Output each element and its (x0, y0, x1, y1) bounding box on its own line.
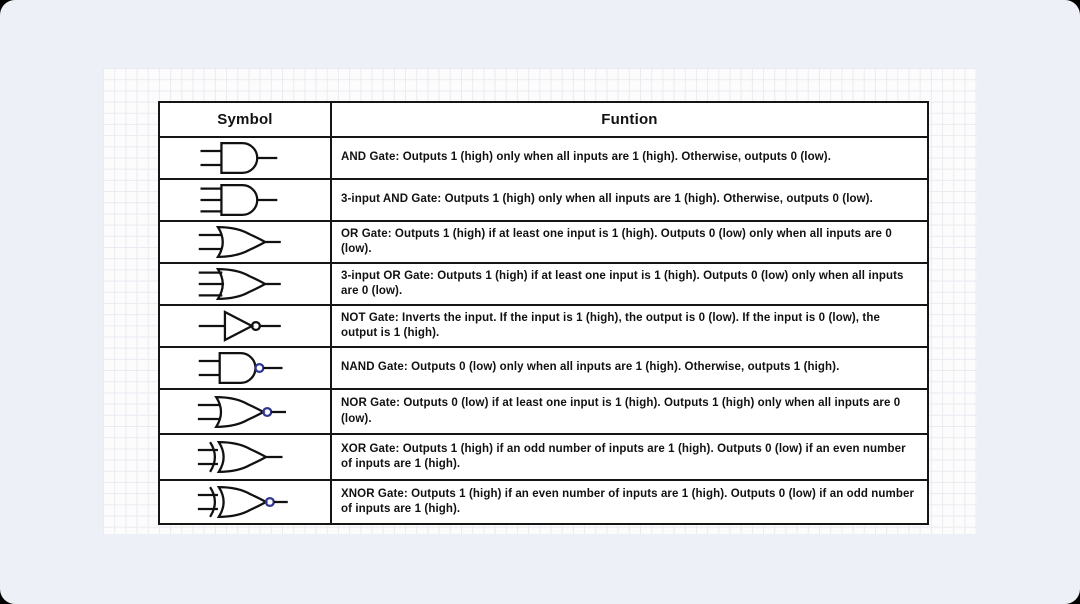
xor-gate-icon (197, 437, 293, 477)
table-row-xnor (159, 480, 928, 524)
grid-paper-panel (103, 68, 977, 534)
table-row-not (159, 305, 928, 347)
function-cell: NOT Gate: Inverts the input. If the input is 1 (high), the output is 0 (low). If the input is 0 (low), the output is 1 (high). (331, 305, 928, 347)
symbol-cell (159, 480, 331, 524)
symbol-cell (159, 221, 331, 263)
symbol-column-header: Symbol (159, 102, 331, 137)
function-column-header: Funtion (331, 102, 928, 137)
symbol-cell (159, 263, 331, 305)
symbol-cell (159, 347, 331, 389)
table-row-or3 (159, 263, 928, 305)
symbol-cell (159, 434, 331, 480)
symbol-cell (159, 137, 331, 179)
function-cell: 3-input AND Gate: Outputs 1 (high) only when all inputs are 1 (high). Otherwise, outputs 0 (low). (331, 179, 928, 221)
function-cell: 3-input OR Gate: Outputs 1 (high) if at least one input is 1 (high). Outputs 0 (low) only when all inputs are 0 (low). (331, 263, 928, 305)
function-cell: NOR Gate: Outputs 0 (low) if at least one input is 1 (high). Outputs 1 (high) only when all inputs are 0 (low). (331, 389, 928, 434)
table-row-or (159, 221, 928, 263)
nor-gate-icon (197, 392, 293, 432)
table-row-nor (159, 389, 928, 434)
or-gate-3-input-icon (197, 264, 293, 304)
symbol-cell (159, 179, 331, 221)
nand-gate-icon (197, 348, 293, 388)
symbol-cell (159, 389, 331, 434)
table-header (159, 102, 928, 137)
table-row-nand (159, 347, 928, 389)
logic-gates-table (158, 101, 929, 525)
table-row-and3 (159, 179, 928, 221)
function-cell: XNOR Gate: Outputs 1 (high) if an even number of inputs are 1 (high). Outputs 0 (low) if an odd number of inputs are 1 (high). (331, 480, 928, 524)
function-cell: OR Gate: Outputs 1 (high) if at least one input is 1 (high). Outputs 0 (low) only when all inputs are 0 (low). (331, 221, 928, 263)
not-gate-icon (197, 306, 293, 346)
table-body (159, 137, 928, 524)
function-cell: NAND Gate: Outputs 0 (low) only when all inputs are 1 (high). Otherwise, outputs 1 (high). (331, 347, 928, 389)
function-cell: XOR Gate: Outputs 1 (high) if an odd number of inputs are 1 (high). Outputs 0 (low) if an even number of inputs are 1 (high). (331, 434, 928, 480)
table-row-and (159, 137, 928, 179)
and-gate-2-input-icon (197, 138, 293, 178)
function-cell: AND Gate: Outputs 1 (high) only when all inputs are 1 (high). Otherwise, outputs 0 (low). (331, 137, 928, 179)
or-gate-2-input-icon (197, 222, 293, 262)
and-gate-3-input-icon (197, 180, 293, 220)
xnor-gate-icon (197, 482, 293, 522)
header-row (159, 102, 928, 137)
table-row-xor (159, 434, 928, 480)
symbol-cell (159, 305, 331, 347)
